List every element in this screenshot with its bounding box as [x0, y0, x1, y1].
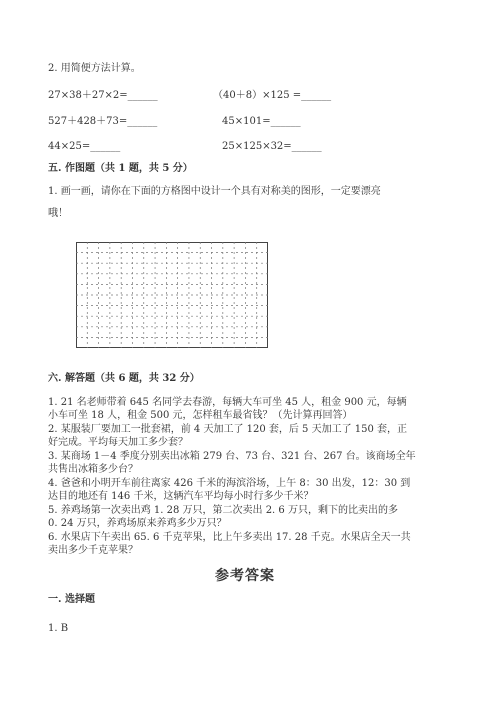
calc-item-6: 25×125×32=______: [222, 141, 322, 152]
answers-title: 参考答案: [215, 568, 275, 584]
word-problem-4-line2: 达目的地还有 146 千米，这辆汽车平均每小时行多少千米？: [48, 491, 314, 502]
word-problem-6-line2: 卖出多少千克苹果？: [48, 545, 138, 556]
answer-1: 1. B: [48, 623, 69, 634]
word-problem-3-line2: 共售出冰箱多少台？: [48, 464, 138, 475]
calc-item-3: 527＋428＋73=______: [48, 116, 158, 127]
calc-item-5: 44×25=______: [48, 141, 121, 152]
word-problem-1-line1: 1. 21 名老师带着 645 名同学去春游，每辆大车可坐 45 人，租金 900 元，每辆: [48, 397, 407, 408]
word-problem-1-line2: 小车可坐 18 人，租金 500 元，怎样租车最省钱？（先计算再回答）: [48, 410, 353, 421]
drawing-question-line2: 哦！: [48, 208, 68, 219]
word-problem-5-line1: 5. 养鸡场第一次卖出鸡 1. 28 万只，第二次卖出 2. 6 万只，剩下的比卖出的多: [48, 505, 398, 516]
word-problem-5-line2: 0. 24 万只，养鸡场原来养鸡多少万只？: [48, 518, 227, 529]
word-problem-2-line2: 好完成。平均每天加工多少套？: [48, 437, 188, 448]
word-problem-3-line1: 3. 某商场 1－4 季度分别卖出冰箱 279 台、73 台、321 台、267 台。该商场全年: [48, 451, 416, 462]
drawing-grid[interactable]: [76, 242, 268, 348]
word-problem-6-line1: 6. 水果店下午卖出 65. 6 千克苹果，比上午多卖出 17. 28 千克。水果店全天一共: [48, 532, 411, 543]
answers-section1-heading: 一. 选择题: [48, 594, 95, 605]
section6-heading: 六. 解答题（共 6 题，共 32 分）: [48, 373, 200, 384]
calc-item-1: 27×38＋27×2=______: [48, 90, 158, 101]
word-problem-4-line1: 4. 爸爸和小明开车前往离家 426 千米的海滨浴场，上午 8：30 出发，12：30 到: [48, 478, 411, 489]
drawing-question-line1: 1. 画一画，请你在下面的方格图中设计一个具有对称美的图形，一定要漂亮: [48, 186, 381, 197]
q2-title: 2. 用简便方法计算。: [48, 63, 141, 74]
calc-item-2: （40＋8）×125 =______: [213, 90, 332, 101]
section5-heading: 五. 作图题（共 1 题，共 5 分）: [48, 163, 193, 174]
word-problem-2-line1: 2. 某服装厂要加工一批套裙，前 4 天加工了 120 套，后 5 天加工了 150 套，正: [48, 424, 408, 435]
calc-item-4: 45×101=______: [222, 116, 301, 127]
